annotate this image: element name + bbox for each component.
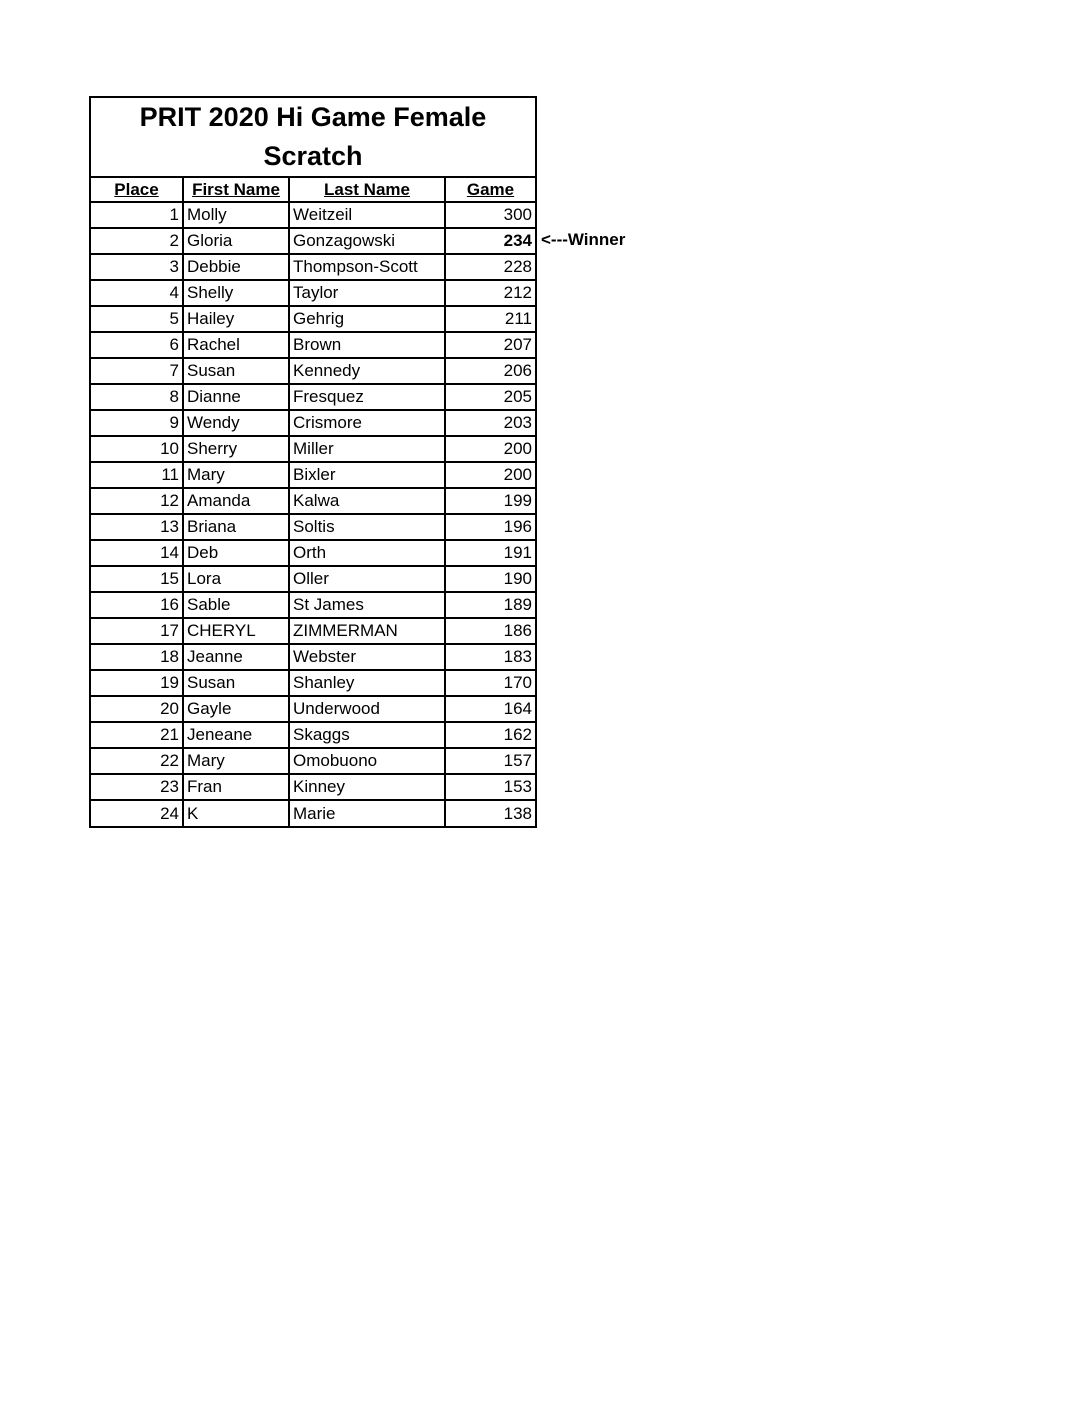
first-name-cell: Rachel (183, 332, 289, 358)
first-name-cell: Molly (183, 202, 289, 228)
place-cell: 5 (91, 306, 183, 332)
place-cell: 6 (91, 332, 183, 358)
last-name-cell: Fresquez (289, 384, 445, 410)
place-cell: 13 (91, 514, 183, 540)
first-name-cell: Lora (183, 566, 289, 592)
last-name-cell: Omobuono (289, 748, 445, 774)
place-cell: 23 (91, 774, 183, 800)
first-name-cell: Sable (183, 592, 289, 618)
last-name-cell: Brown (289, 332, 445, 358)
table-row (91, 722, 535, 748)
first-name-cell: Fran (183, 774, 289, 800)
last-name-cell: Orth (289, 540, 445, 566)
table-body (91, 202, 535, 826)
table-row (91, 436, 535, 462)
game-cell: 206 (445, 358, 535, 384)
winner-note: <---Winner (541, 230, 626, 249)
place-cell: 1 (91, 202, 183, 228)
first-name-cell: Gayle (183, 696, 289, 722)
header-game: Game (445, 178, 535, 202)
first-name-cell: Jeanne (183, 644, 289, 670)
table-row (91, 514, 535, 540)
table-row (91, 748, 535, 774)
game-cell: 234 (445, 228, 535, 254)
last-name-cell: Underwood (289, 696, 445, 722)
last-name-cell: Shanley (289, 670, 445, 696)
game-cell: 228 (445, 254, 535, 280)
place-cell: 7 (91, 358, 183, 384)
place-cell: 19 (91, 670, 183, 696)
last-name-cell: Soltis (289, 514, 445, 540)
first-name-cell: Briana (183, 514, 289, 540)
header-place: Place (91, 178, 183, 202)
game-cell: 157 (445, 748, 535, 774)
table-row (91, 280, 535, 306)
last-name-cell: Taylor (289, 280, 445, 306)
last-name-cell: Kinney (289, 774, 445, 800)
game-cell: 300 (445, 202, 535, 228)
place-cell: 21 (91, 722, 183, 748)
table-row (91, 592, 535, 618)
table-row (91, 800, 535, 826)
first-name-cell: Hailey (183, 306, 289, 332)
game-cell: 196 (445, 514, 535, 540)
game-cell: 212 (445, 280, 535, 306)
title-line-1: PRIT 2020 Hi Game Female (139, 102, 487, 132)
place-cell: 2 (91, 228, 183, 254)
place-cell: 9 (91, 410, 183, 436)
place-cell: 11 (91, 462, 183, 488)
first-name-cell: Susan (183, 670, 289, 696)
game-cell: 207 (445, 332, 535, 358)
first-name-cell: Amanda (183, 488, 289, 514)
table-row (91, 384, 535, 410)
first-name-cell: Susan (183, 358, 289, 384)
table-row (91, 254, 535, 280)
results-table-container (89, 96, 537, 828)
last-name-cell: Gehrig (289, 306, 445, 332)
first-name-cell: Shelly (183, 280, 289, 306)
first-name-cell: K (183, 800, 289, 826)
first-name-cell: Mary (183, 462, 289, 488)
last-name-cell: Kalwa (289, 488, 445, 514)
last-name-cell: Thompson-Scott (289, 254, 445, 280)
game-cell: 183 (445, 644, 535, 670)
place-cell: 22 (91, 748, 183, 774)
last-name-cell: Skaggs (289, 722, 445, 748)
first-name-cell: Wendy (183, 410, 289, 436)
game-cell: 190 (445, 566, 535, 592)
place-cell: 15 (91, 566, 183, 592)
last-name-cell: Weitzeil (289, 202, 445, 228)
table-row (91, 202, 535, 228)
last-name-cell: Marie (289, 800, 445, 826)
table-row (91, 618, 535, 644)
last-name-cell: Gonzagowski (289, 228, 445, 254)
header-row (91, 178, 535, 202)
last-name-cell: Webster (289, 644, 445, 670)
table-row (91, 696, 535, 722)
last-name-cell: St James (289, 592, 445, 618)
game-cell: 200 (445, 462, 535, 488)
place-cell: 3 (91, 254, 183, 280)
place-cell: 20 (91, 696, 183, 722)
game-cell: 189 (445, 592, 535, 618)
table-row (91, 462, 535, 488)
first-name-cell: Gloria (183, 228, 289, 254)
game-cell: 170 (445, 670, 535, 696)
game-cell: 211 (445, 306, 535, 332)
place-cell: 14 (91, 540, 183, 566)
table-row (91, 488, 535, 514)
last-name-cell: Oller (289, 566, 445, 592)
table-row (91, 644, 535, 670)
table-row (91, 540, 535, 566)
table-row (91, 410, 535, 436)
table-row (91, 670, 535, 696)
game-cell: 200 (445, 436, 535, 462)
place-cell: 4 (91, 280, 183, 306)
game-cell: 162 (445, 722, 535, 748)
game-cell: 199 (445, 488, 535, 514)
first-name-cell: Debbie (183, 254, 289, 280)
last-name-cell: Bixler (289, 462, 445, 488)
header-last-name: Last Name (289, 178, 445, 202)
last-name-cell: Crismore (289, 410, 445, 436)
game-cell: 153 (445, 774, 535, 800)
last-name-cell: Kennedy (289, 358, 445, 384)
table-row (91, 306, 535, 332)
results-table (91, 178, 535, 826)
first-name-cell: Mary (183, 748, 289, 774)
table-row (91, 774, 535, 800)
game-cell: 186 (445, 618, 535, 644)
first-name-cell: Deb (183, 540, 289, 566)
last-name-cell: Miller (289, 436, 445, 462)
last-name-cell: ZIMMERMAN (289, 618, 445, 644)
game-cell: 164 (445, 696, 535, 722)
header-first-name: First Name (183, 178, 289, 202)
table-row (91, 566, 535, 592)
game-cell: 205 (445, 384, 535, 410)
first-name-cell: Dianne (183, 384, 289, 410)
place-cell: 10 (91, 436, 183, 462)
first-name-cell: CHERYL (183, 618, 289, 644)
place-cell: 12 (91, 488, 183, 514)
table-title (91, 98, 535, 178)
game-cell: 138 (503, 803, 532, 823)
title-line-2: Scratch (263, 141, 363, 171)
place-cell: 17 (91, 618, 183, 644)
place-cell: 16 (91, 592, 183, 618)
table-row (91, 228, 535, 254)
place-cell: 8 (91, 384, 183, 410)
game-cell: 191 (445, 540, 535, 566)
place-cell: 18 (91, 644, 183, 670)
place-cell: 24 (91, 800, 183, 826)
table-row (91, 358, 535, 384)
game-cell: 203 (445, 410, 535, 436)
first-name-cell: Sherry (183, 436, 289, 462)
table-row (91, 332, 535, 358)
first-name-cell: Jeneane (183, 722, 289, 748)
